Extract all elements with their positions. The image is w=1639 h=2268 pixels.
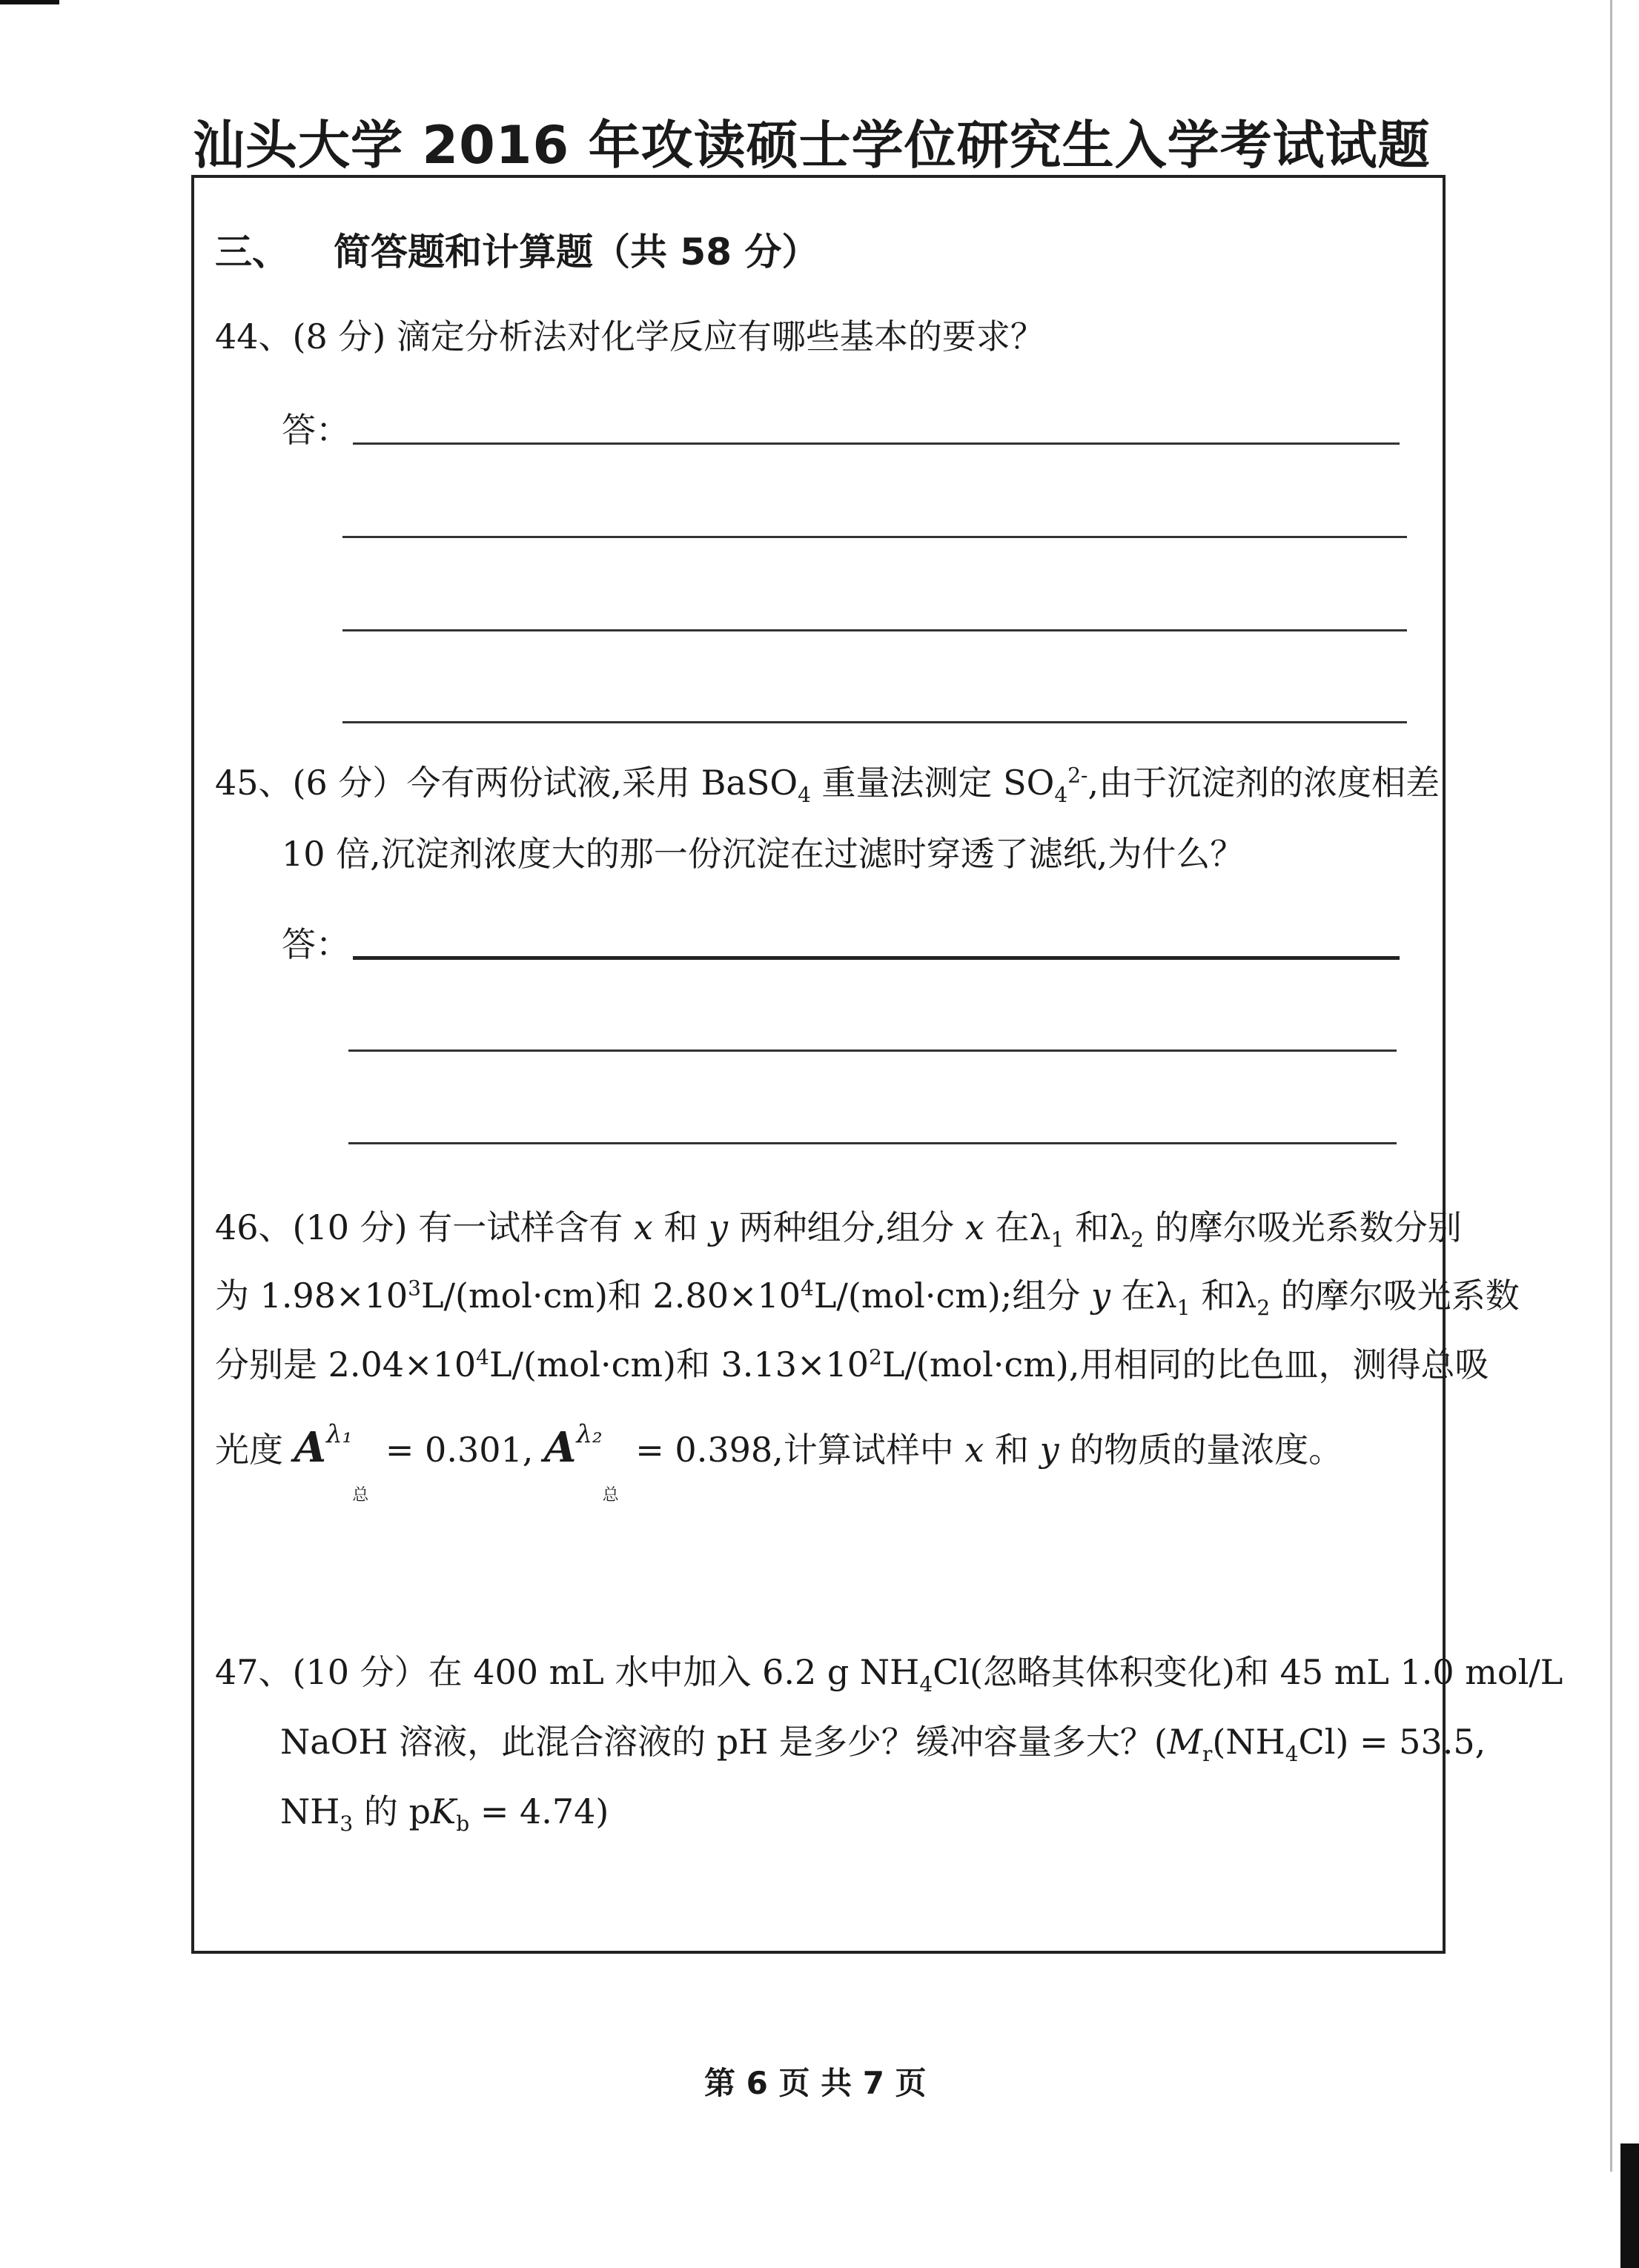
question-44: 44、(8 分) 滴定分析法对化学反应有哪些基本的要求？ (215, 316, 1044, 357)
superscript: 2- (1067, 763, 1088, 788)
variable-y: y (1090, 1276, 1110, 1316)
q46-text: 的摩尔吸光系数分别 (1144, 1207, 1462, 1247)
absorbance-symbol: A (544, 1423, 577, 1472)
question-45-line-2: 10 倍,沉淀剂浓度大的那一份沉淀在过滤时穿透了滤纸,为什么？ (282, 834, 1245, 874)
variable-x: x (964, 1430, 984, 1470)
q46-text: 和 (984, 1430, 1040, 1470)
page-number: 第 6 页 共 7 页 (704, 2065, 927, 2101)
q46-text: L/(mol·cm)和 2.80×10 (420, 1276, 801, 1316)
q47-text: NH (280, 1791, 340, 1831)
superscript: 2 (869, 1344, 882, 1370)
q47-text: Cl(忽略其体积变化)和 45 mL 1.0 mol/L (933, 1652, 1563, 1692)
subscript: 2 (1256, 1296, 1271, 1321)
answer-label-45: 答： (282, 924, 350, 964)
molar-mass-symbol: M (1167, 1722, 1202, 1762)
q46-text: 和λ (1190, 1276, 1257, 1316)
q47-text: = 4.74) (469, 1791, 609, 1831)
q47-text: 47、(10 分）在 400 mL 水中加入 6.2 g NH (215, 1652, 920, 1692)
question-47-line-1 (215, 1645, 1563, 1697)
absorbance-symbol: A (294, 1423, 327, 1472)
variable-y: y (1039, 1430, 1059, 1470)
scan-corner-block (1620, 2143, 1639, 2268)
q46-text: 在λ (984, 1207, 1051, 1247)
q46-text: 的摩尔吸光系数 (1270, 1276, 1520, 1316)
q46-text: 46、(10 分) 有一试样含有 (215, 1207, 634, 1247)
q46-text: 光度 (215, 1430, 294, 1470)
subscript: r (1202, 1742, 1213, 1767)
question-46-line-3 (215, 1338, 1489, 1387)
answer-line[interactable] (342, 721, 1407, 723)
subscript: 4 (919, 1672, 933, 1697)
q46-text: L/(mol·cm),用相同的比色皿，测得总吸 (881, 1344, 1489, 1385)
subscript: 2 (1130, 1227, 1145, 1253)
q46-text: = 0.301, (374, 1430, 544, 1470)
q46-text: 在λ (1110, 1276, 1177, 1316)
subscript: 1 (1050, 1227, 1064, 1253)
total-subscript: 总 (602, 1486, 619, 1505)
exam-title: 汕头大学 2016 年攻读硕士学位研究生入学考试试题 (193, 115, 1431, 176)
variable-y: y (709, 1207, 729, 1247)
question-46-line-2 (215, 1269, 1520, 1320)
superscript: 4 (476, 1344, 489, 1370)
q47-text: (NH (1212, 1722, 1285, 1762)
q47-text: 的 p (353, 1791, 431, 1831)
wavelength-label: λ₁ (326, 1419, 353, 1449)
section-title: 简答题和计算题（共 58 分） (334, 231, 819, 273)
q46-text: 为 1.98×10 (215, 1276, 408, 1316)
subscript: 1 (1176, 1296, 1191, 1321)
total-subscript: 总 (352, 1486, 369, 1505)
subscript: 4 (798, 783, 811, 808)
q46-text: L/(mol·cm)和 3.13×10 (489, 1344, 870, 1385)
scan-top-mark (0, 0, 59, 4)
subscript: 3 (340, 1811, 354, 1837)
kb-symbol: K (430, 1791, 457, 1831)
answer-line[interactable] (353, 442, 1400, 445)
answer-line[interactable] (348, 1142, 1397, 1144)
section-number: 三、 (215, 231, 289, 273)
q45-text: 重量法测定 SO (810, 763, 1055, 803)
q46-text: 两种组分,组分 (728, 1207, 965, 1247)
q46-text: 和λ (1064, 1207, 1131, 1247)
superscript: 4 (801, 1276, 814, 1301)
section-heading (215, 222, 818, 276)
q47-text: NaOH 溶液，此混合溶液的 pH 是多少？缓冲容量多大？( (280, 1722, 1168, 1762)
question-45-line-1 (215, 756, 1440, 807)
variable-x: x (633, 1207, 653, 1247)
q46-text: = 0.398,计算试样中 (624, 1430, 965, 1470)
q46-text: 和 (652, 1207, 709, 1247)
scan-edge-line (1610, 0, 1612, 2172)
wavelength-label: λ₂ (576, 1419, 603, 1449)
question-47-line-2 (280, 1715, 1486, 1766)
q46-text: L/(mol·cm);组分 (813, 1276, 1091, 1316)
subscript: 4 (1054, 783, 1068, 808)
answer-label-44: 答： (282, 410, 350, 450)
question-46-line-4 (215, 1419, 1343, 1505)
answer-line[interactable] (342, 536, 1407, 538)
question-46-line-1 (215, 1201, 1462, 1252)
subscript: 4 (1285, 1742, 1299, 1767)
subscript: b (456, 1811, 470, 1837)
answer-line[interactable] (353, 956, 1400, 960)
variable-x: x (964, 1207, 984, 1247)
q45-text: 45、(6 分）今有两份试液,采用 BaSO (215, 763, 798, 803)
q46-text: 的物质的量浓度。 (1059, 1430, 1343, 1470)
q46-text: 分别是 2.04×10 (215, 1344, 477, 1385)
answer-line[interactable] (342, 629, 1407, 631)
answer-line[interactable] (348, 1050, 1397, 1052)
superscript: 3 (408, 1276, 421, 1301)
q45-text: ,由于沉淀剂的浓度相差 (1087, 763, 1440, 803)
question-47-line-3 (280, 1785, 609, 1836)
q47-text: Cl) = 53.5, (1298, 1722, 1486, 1762)
